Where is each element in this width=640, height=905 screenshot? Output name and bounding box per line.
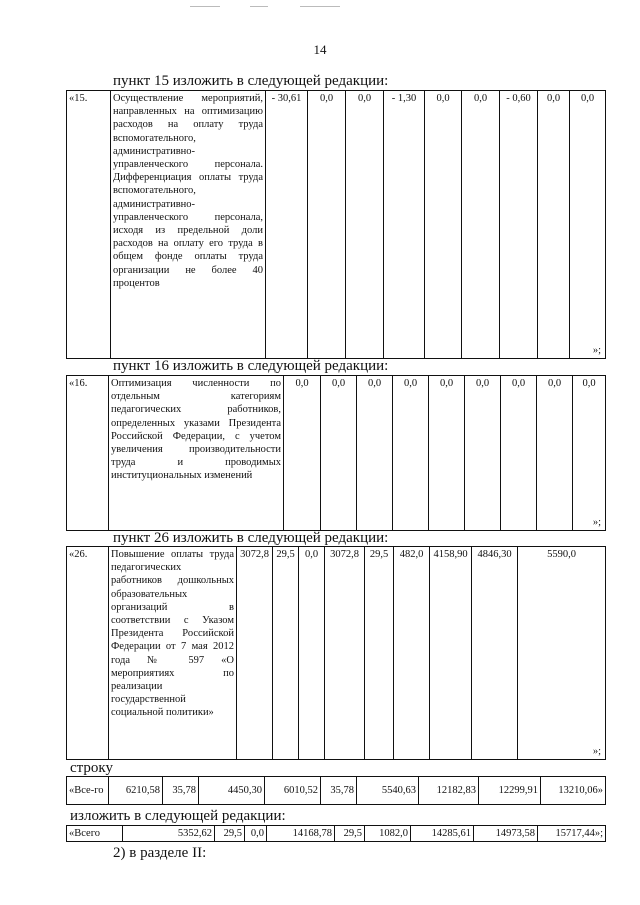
- value-cell: 0,0: [462, 91, 500, 359]
- value-text: 5590,0: [547, 549, 576, 560]
- total-value: 29,5: [335, 826, 365, 842]
- total-value: 35,78: [321, 777, 357, 805]
- row-id: «15.: [67, 91, 111, 359]
- table-old-total: [66, 776, 606, 805]
- value-cell: 0,0: [393, 376, 429, 531]
- value-cell: 0,0: [284, 376, 321, 531]
- closing-quote: »;: [592, 745, 601, 757]
- total-value: 0,0: [245, 826, 267, 842]
- value-cell: - 30,61: [266, 91, 308, 359]
- total-value: 14168,78: [267, 826, 335, 842]
- value-cell: 4158,90: [430, 547, 472, 760]
- total-value: 29,5: [215, 826, 245, 842]
- value-cell-last: [518, 547, 606, 760]
- value-cell: 0,0: [501, 376, 537, 531]
- value-cell: 0,0: [357, 376, 393, 531]
- closing-quote: »;: [592, 516, 601, 528]
- total-value: 15717,44»;: [538, 826, 606, 842]
- value-cell: 0,0: [308, 91, 346, 359]
- total-value: 1082,0: [365, 826, 411, 842]
- value-cell: 0,0: [429, 376, 465, 531]
- total-value: 6210,58: [109, 777, 163, 805]
- total-value: 4450,30: [199, 777, 265, 805]
- value-cell: 29,5: [365, 547, 394, 760]
- table-punkt-26: [66, 546, 606, 760]
- total-value: 13210,06»: [541, 777, 606, 805]
- total-value: 14973,58: [474, 826, 538, 842]
- table-punkt-16: [66, 375, 606, 531]
- value-cell: 482,0: [394, 547, 430, 760]
- value-cell: 0,0: [538, 91, 570, 359]
- value-text: 0,0: [580, 93, 595, 104]
- total-value: 5540,63: [357, 777, 419, 805]
- page-number: 14: [313, 42, 327, 57]
- row-description: Оптимизация численности по отдельным категориям педагогических работников, определенных указами Президента Российской Федерации, с учетом увеличения производительности труда и проводимых институциональных изменений: [109, 376, 284, 531]
- value-cell: 0,0: [346, 91, 384, 359]
- value-cell: 0,0: [299, 547, 325, 760]
- section-heading-16: пункт 16 изложить в следующей редакции:: [113, 358, 389, 374]
- value-cell: - 0,60: [500, 91, 538, 359]
- value-cell: 3072,8: [325, 547, 365, 760]
- section-heading-26: пункт 26 изложить в следующей редакции:: [113, 530, 389, 546]
- value-cell: 0,0: [321, 376, 357, 531]
- row-id: «26.: [67, 547, 109, 760]
- value-cell-last: [573, 376, 606, 531]
- row-description: Повышение оплаты труда педагогических работников дошкольных образовательных организаций в соответствии с Указом Президента Российской Федерации от 7 мая 2012 года № 597 «О мероприятиях по реализации государственной социальной политики»: [109, 547, 237, 760]
- section-heading-15: пункт 15 изложить в следующей редакции:: [113, 73, 389, 89]
- table-punkt-15: [66, 90, 606, 359]
- total-label: «Всего: [67, 826, 123, 842]
- total-value: 5352,62: [123, 826, 215, 842]
- total-value: 6010,52: [265, 777, 321, 805]
- total-value: 12182,83: [419, 777, 479, 805]
- footer-text: 2) в разделе II:: [113, 845, 207, 861]
- total-value: 35,78: [163, 777, 199, 805]
- value-text: 0,0: [582, 378, 596, 389]
- total-label: «Все-го: [67, 777, 109, 805]
- value-cell-last: [570, 91, 606, 359]
- value-cell: 0,0: [465, 376, 501, 531]
- total-value: 12299,91: [479, 777, 541, 805]
- scan-artifact: [300, 6, 340, 7]
- value-cell: 29,5: [273, 547, 299, 760]
- value-cell: 3072,8: [237, 547, 273, 760]
- value-cell: 0,0: [425, 91, 462, 359]
- scan-artifact: [250, 6, 268, 7]
- table-new-total: [66, 825, 606, 842]
- value-cell: 4846,30: [472, 547, 518, 760]
- stroku-label: строку: [70, 760, 113, 776]
- closing-quote: »;: [592, 344, 601, 356]
- scan-artifact: [190, 6, 220, 7]
- new-heading: изложить в следующей редакции:: [70, 808, 286, 824]
- total-value: 14285,61: [411, 826, 474, 842]
- value-cell: - 1,30: [384, 91, 425, 359]
- row-id: «16.: [67, 376, 109, 531]
- value-cell: 0,0: [537, 376, 573, 531]
- row-description: Осуществление мероприятий, направленных на оптимизацию расходов на оплату труда вспомогательного, административно-управленческого персонала. Дифференциация оплаты труда вспомогательного, административно-управленческого персонала, исходя из предельной доли расходов на оплату его труда в общем фонде оплаты труда организации не более 40 процентов: [111, 91, 266, 359]
